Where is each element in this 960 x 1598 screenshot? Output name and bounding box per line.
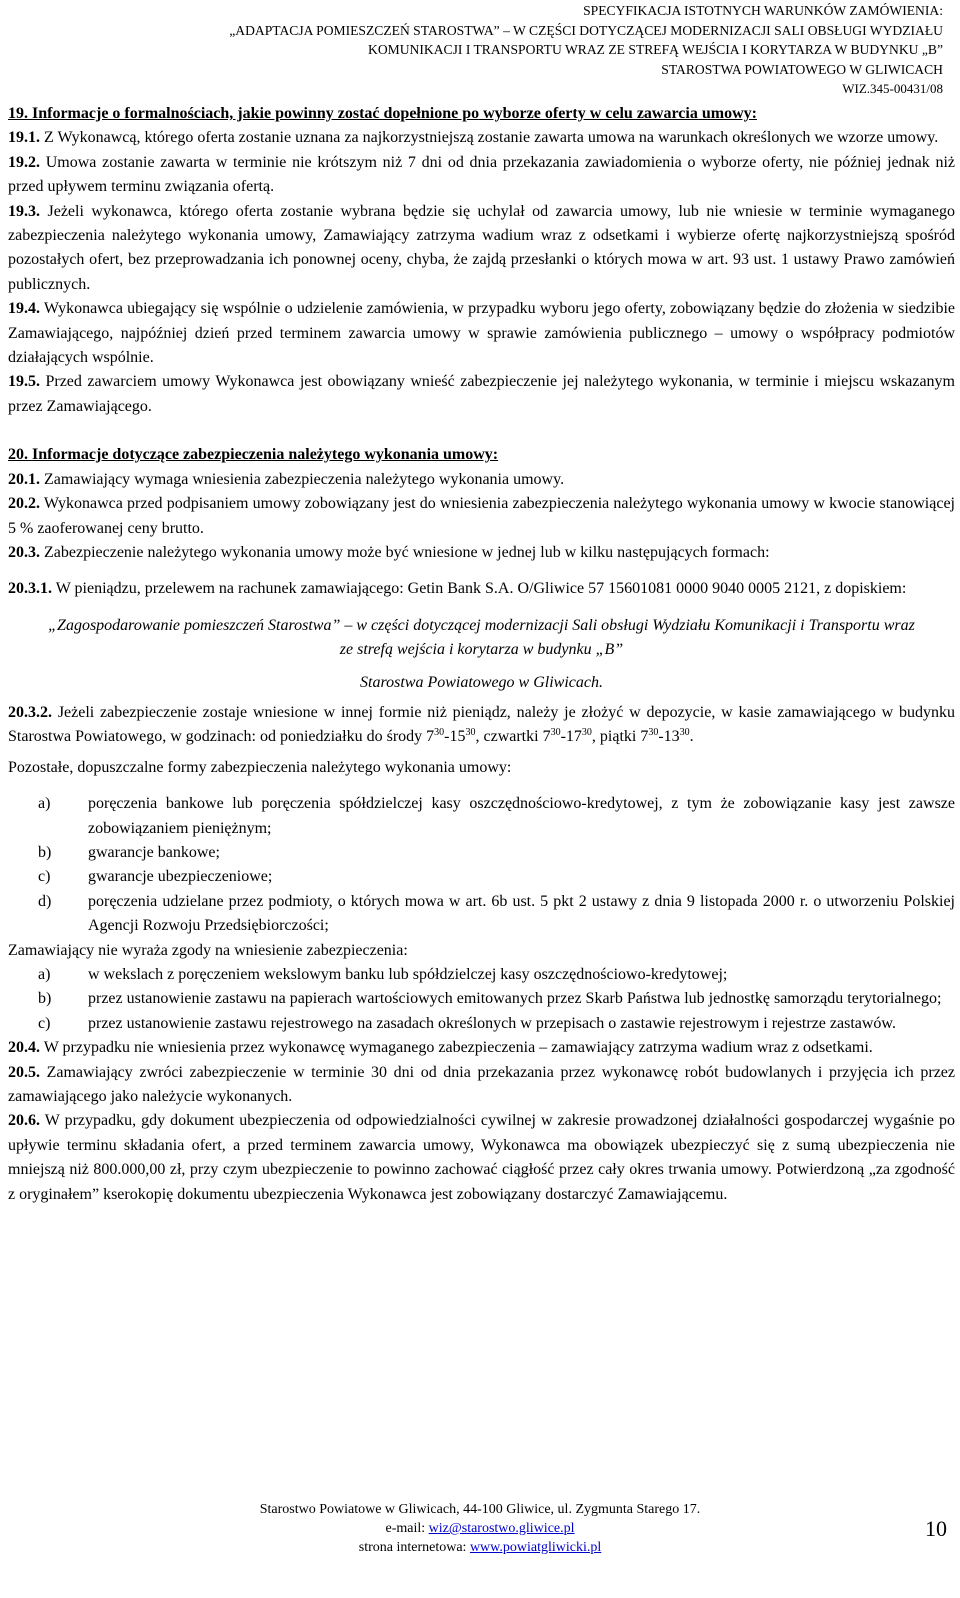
paragraph-text: Zamawiający wymaga wniesienia zabezpieczenia należytego wykonania umowy. — [40, 470, 565, 488]
spacer — [8, 780, 955, 792]
spacer — [8, 419, 955, 443]
paragraph-20-3-1 — [8, 577, 955, 601]
italic-line: „Zagospodarowanie pomieszczeń Starostwa” – w części dotyczącej modernizacji Sali obsługi Wydziału Komunikacji i Transportu wraz ze strefą wejścia i korytarza w budynku „B” — [48, 616, 915, 659]
header-line: „ADAPTACJA POMIESZCZEŃ STAROSTWA” – W CZĘŚCI DOTYCZĄCEJ MODERNIZACJI SALI OBSŁUGI WYDZIAŁU — [229, 22, 943, 38]
paragraph-20-3-2 — [8, 701, 955, 750]
list-item-text: poręczenia udzielane przez podmioty, o których mowa w art. 6b ust. 5 pkt 2 ustawy z dnia 9 listopada 2000 r. o utworzeniu Polskiej Agencji Rozwoju Przedsiębiorczości; — [88, 892, 955, 935]
paragraph-text: Jeżeli wykonawca, którego oferta zostanie wybrana będzie się uchylał od zawarcia umowy, lub nie wniesie w terminie wymaganego zabezpieczenia należytego wykonania umowy, Zamawiający zatrzyma wadium wraz z odsetkami i wybierze ofertę najkorzystniejszą spośród pozostałych ofert, bez przeprowadzania ich ponownej oceny, chyba, że zajdą przesłanki o których mowa w art. 93 ust. 1 ustawy Prawo zamówień publicznych. — [8, 202, 955, 293]
spacer — [8, 602, 955, 614]
paragraph-text: Wykonawca przed podpisaniem umowy zobowiązany jest do wniesienia zabezpieczenia należytego wykonania umowy w kwocie stanowiącej 5 % zaoferowanej ceny brutto. — [8, 495, 955, 537]
paragraph-20-6 — [8, 1109, 955, 1207]
superscript: 30 — [434, 727, 445, 739]
paragraph-number: 20.1. — [8, 470, 40, 488]
other-forms-intro: Pozostałe, dopuszczalne formy zabezpieczenia należytego wykonania umowy: — [8, 758, 512, 776]
paragraph-text: Umowa zostanie zawarta w terminie nie krótszym niż 7 dni od dnia przekazania zawiadomienia o wyborze oferty, nie później jednak niż przed upływem terminu związania ofertą. — [8, 153, 955, 196]
paragraph-text: W przypadku nie wniesienia przez wykonawcę wymaganego zabezpieczenia – zamawiający zatrzyma wadium wraz z odsetkami. — [40, 1039, 873, 1057]
section-20-title: 20. Informacje dotyczące zabezpieczenia należytego wykonania umowy: — [8, 446, 499, 464]
list-item — [8, 963, 955, 987]
list-marker: c) — [38, 1014, 51, 1032]
list-item-text: przez ustanowienie zastawu rejestrowego na zasadach określonych w przepisach o zastawie rejestrowym i rejestrze zastawów. — [88, 1014, 896, 1032]
footer-www-line — [0, 1538, 960, 1557]
no-consent-intro: Zamawiający nie wyraża zgody na wniesienie zabezpieczenia: — [8, 941, 408, 959]
paragraph-number: 20.2. — [8, 495, 40, 513]
italic-line: Starostwa Powiatowego w Gliwicach. — [360, 673, 603, 691]
footer-email-line — [0, 1519, 960, 1538]
paragraph-text: , czwartki 7 — [475, 728, 551, 746]
paragraph-20-1 — [8, 468, 955, 492]
paragraph-number: 20.4. — [8, 1039, 40, 1057]
paragraph-number: 20.3.2. — [8, 703, 52, 721]
list-marker: c) — [38, 868, 51, 886]
paragraph-20-3 — [8, 541, 955, 565]
paragraph-20-2 — [8, 492, 955, 541]
list-marker: a) — [38, 966, 51, 983]
superscript: 30 — [550, 727, 561, 739]
footer-www-label: strona internetowa: — [358, 1540, 470, 1555]
paragraph-19-1 — [8, 126, 955, 150]
document-body — [8, 102, 955, 1207]
header-line: STAROSTWA POWIATOWEGO W GLIWICACH — [661, 61, 943, 77]
paragraph-20-5 — [8, 1061, 955, 1110]
paragraph-text: W przypadku, gdy dokument ubezpieczenia od odpowiedzialności cywilnej w zakresie prowadzonej działalności gospodarczej wygaśnie po upływie terminu składania ofert, a przed terminem zawarcia umowy, Wykonawca ma obowiązek ubezpieczyć się z sumą ubezpieczenia nie mniejszą niż 800.000,00 zł, przy czym ubezpieczenie to powinno zachować ciągłość przez cały okres trwania umowy. Potwierdzoną „za zgodność z oryginałem” kserokopię dokumentu ubezpieczenia Wykonawca jest zobowiązany dostarczyć Zamawiającemu. — [8, 1112, 955, 1203]
paragraph-text: W pieniądzu, przelewem na rachunek zamawiającego: Getin Bank S.A. O/Gliwice 57 15601081 0000 9040 0005 2121, z dopiskiem: — [52, 580, 907, 598]
list-marker: d) — [38, 892, 52, 910]
paragraph-number: 19.4. — [8, 300, 40, 318]
footer-email-label: e-mail: — [385, 1521, 429, 1536]
paragraph-number: 19.2. — [8, 153, 40, 171]
header-line: KOMUNIKACJI I TRANSPORTU WRAZ ZE STREFĄ WEJŚCIA I KORYTARZA W BUDYNKU „B” — [368, 42, 943, 58]
paragraph-text: Zamawiający zwróci zabezpieczenie w terminie 30 dni od dnia przekazania przez wykonawcę robót budowlanych i przyjęcia ich przez zamawiającego jako należycie wykonanych. — [8, 1063, 955, 1106]
paragraph-number: 19.1. — [8, 129, 40, 147]
list-item — [8, 865, 955, 889]
paragraph-text: Zabezpieczenie należytego wykonania umowy może być wniesione w jednej lub w kilku następujących formach: — [40, 543, 770, 561]
spacer — [8, 565, 955, 577]
section-19-title: 19. Informacje o formalnościach, jakie powinny zostać dopełnione po wyborze oferty w celu zawarcia umowy: — [8, 105, 757, 122]
superscript: 30 — [465, 727, 476, 739]
paragraph-19-2 — [8, 151, 955, 200]
paragraph-text: Przed zawarciem umowy Wykonawca jest obowiązany wnieść zabezpieczenie jej należytego wykonania, w terminie i miejscu wskazanym przez Zamawiającego. — [8, 373, 955, 415]
document-reference: WIZ.345-00431/08 — [842, 81, 943, 97]
paragraph-text: Jeżeli zabezpieczenie zostaje wniesione w innej formie niż pieniądz, należy je złożyć w depozycie, w kasie zamawiającego w budynku Starostwa Powiatowego, w godzinach: od poniedziałku do środy 7 — [8, 703, 955, 746]
paragraph-19-5 — [8, 370, 955, 419]
paragraph-19-3 — [8, 200, 955, 298]
list-marker: b) — [38, 990, 52, 1008]
list-item — [8, 792, 955, 841]
list-item-text: przez ustanowienie zastawu na papierach wartościowych emitowanych przez Skarb Państwa lub jednostkę samorządu terytorialnego; — [88, 990, 942, 1008]
email-link[interactable]: wiz@starostwo.gliwice.pl — [428, 1521, 575, 1536]
superscript: 30 — [679, 727, 690, 739]
paragraph-text: Z Wykonawcą, którego oferta zostanie uznana za najkorzystniejszą zostanie zawarta umowa na warunkach określonych we wzorze umowy. — [40, 129, 939, 147]
list-item-text: poręczenia bankowe lub poręczenia spółdzielczej kasy oszczędnościowo-kredytowej, z tym że zobowiązanie kasy jest zawsze zobowiązaniem pieniężnym; — [88, 795, 955, 837]
list-item — [8, 1012, 955, 1036]
paragraph-number: 20.3.1. — [8, 580, 52, 598]
superscript: 30 — [648, 727, 659, 739]
list-marker: a) — [38, 795, 51, 813]
paragraph-text: -17 — [560, 728, 582, 746]
page-footer — [0, 1500, 960, 1557]
paragraph-20-4 — [8, 1036, 955, 1060]
list-item — [8, 987, 955, 1011]
page-header — [229, 1, 943, 99]
transfer-title-note — [8, 614, 955, 695]
paragraph-text: -15 — [444, 728, 466, 746]
paragraph-number: 20.6. — [8, 1112, 40, 1130]
footer-address: Starostwo Powiatowe w Gliwicach, 44-100 Gliwice, ul. Zygmunta Starego 17. — [259, 1502, 701, 1517]
list-item-text: w wekslach z poręczeniem wekslowym banku lub spółdzielczej kasy oszczędnościowo-kredytowej; — [88, 966, 728, 983]
paragraph-text: , piątki 7 — [591, 728, 649, 746]
paragraph-text: -13 — [658, 728, 680, 746]
paragraph-19-4 — [8, 297, 955, 370]
website-link[interactable]: www.powiatgliwicki.pl — [469, 1540, 602, 1555]
list-marker: b) — [38, 843, 52, 861]
paragraph-number: 19.5. — [8, 373, 40, 391]
paragraph-number: 20.3. — [8, 543, 40, 561]
page-number: 10 — [925, 1516, 947, 1541]
paragraph-text: . — [689, 728, 694, 746]
list-item — [8, 841, 955, 865]
allowed-forms-list — [8, 792, 955, 938]
paragraph-text: Wykonawca ubiegający się wspólnie o udzielenie zamówienia, w przypadku wyboru jego oferty, zobowiązany będzie do złożenia w siedzibie Zamawiającego, najpóźniej dzień przed terminem zawarcia umowy w sprawie zamówienia publicznego – umowy o współpracy podmiotów działających wspólnie. — [8, 300, 955, 367]
list-item-text: gwarancje bankowe; — [88, 843, 220, 861]
superscript: 30 — [581, 727, 592, 739]
list-item — [8, 890, 955, 939]
paragraph-number: 19.3. — [8, 202, 40, 220]
disallowed-forms-list — [8, 963, 955, 1036]
paragraph-number: 20.5. — [8, 1063, 40, 1081]
header-line: SPECYFIKACJA ISTOTNYCH WARUNKÓW ZAMÓWIENIA: — [583, 3, 943, 18]
list-item-text: gwarancje ubezpieczeniowe; — [88, 868, 273, 886]
